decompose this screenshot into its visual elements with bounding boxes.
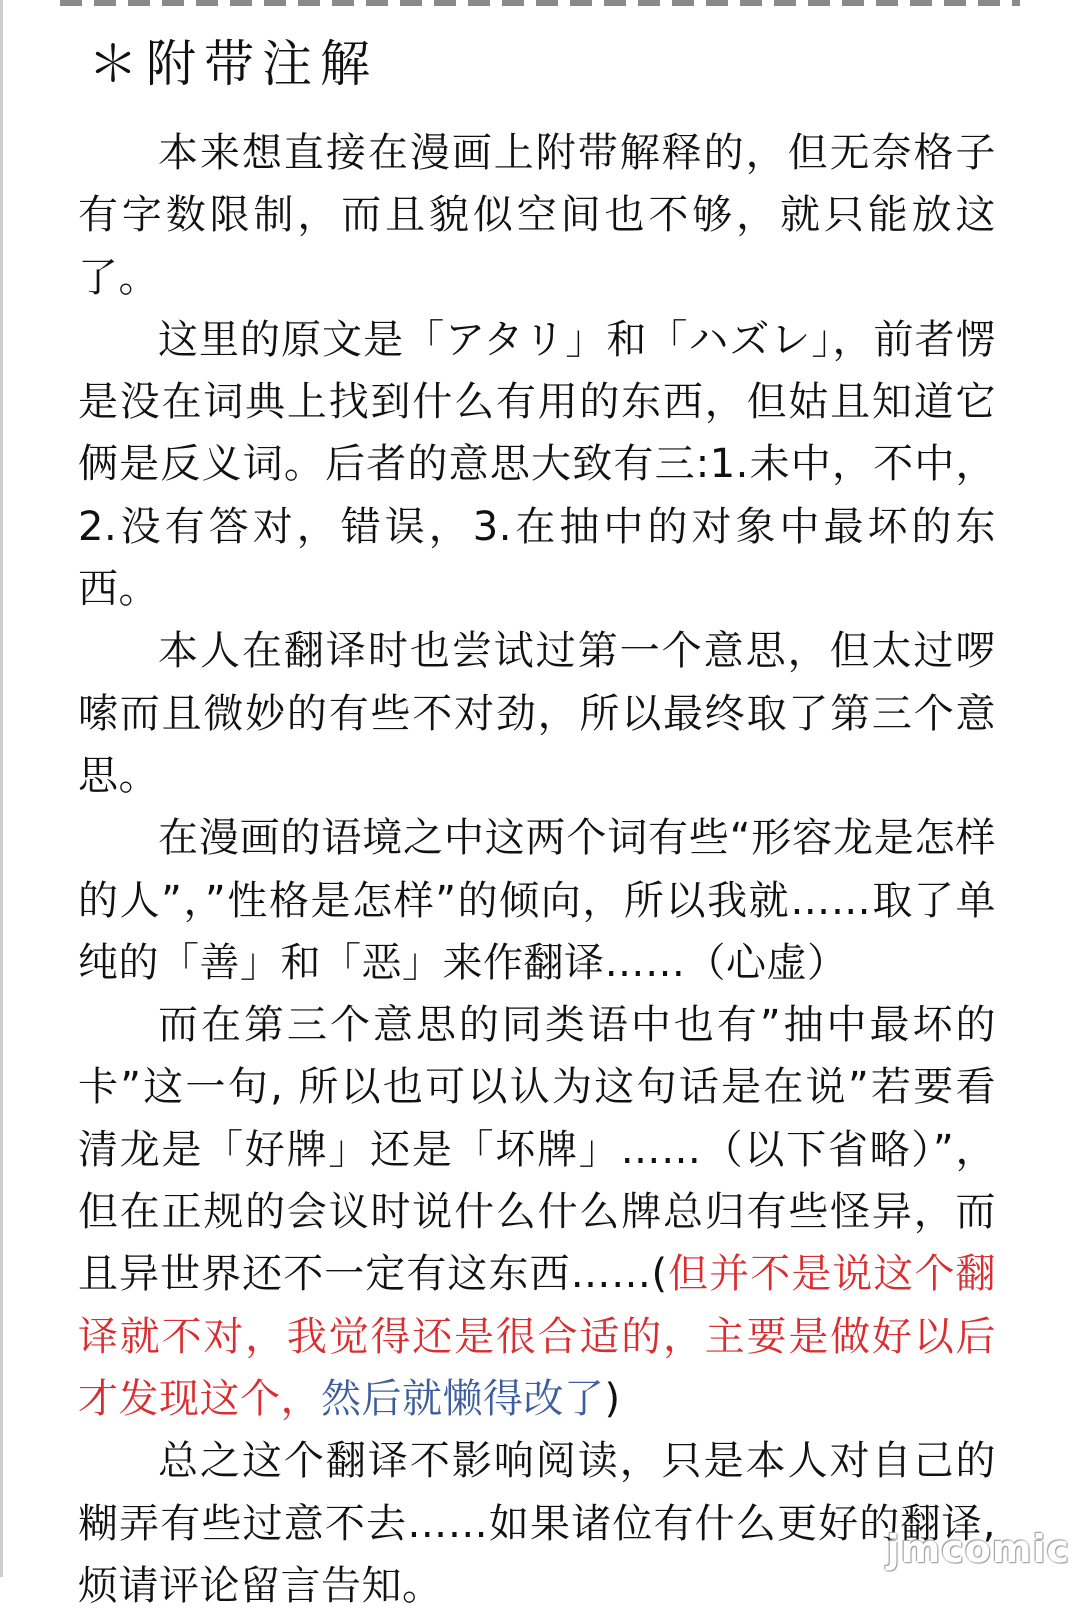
page-left-border <box>0 0 3 1577</box>
closing-paren: ) <box>604 1375 621 1422</box>
paragraph-2 <box>78 309 996 620</box>
site-watermark: jmcomic <box>886 1527 1070 1571</box>
paragraph-3 <box>78 620 996 807</box>
notes-body <box>78 122 996 1617</box>
paragraph-text: 在漫画的语境之中这两个词有些“形容龙是怎样的人”，”性格是怎样”的倾向，所以我就……取了单纯的「善」和「恶」来作翻译……（心虚） <box>78 815 996 986</box>
section-heading: ＊附带注解 <box>88 35 378 93</box>
paragraph-text: 本人在翻译时也尝试过第一个意思，但太过啰嗦而且微妙的有些不对劲，所以最终取了第三个意思。 <box>78 628 996 799</box>
paragraph-text: 总之这个翻译不影响阅读，只是本人对自己的糊弄有些过意不去……如果诸位有什么更好的翻译, 烦请评论留言告知。 <box>78 1438 996 1609</box>
paragraph-text: 本来想直接在漫画上附带解释的，但无奈格子有字数限制，而且貌似空间也不够，就只能放这了。 <box>78 130 996 301</box>
paragraph-4 <box>78 807 996 994</box>
paragraph-1 <box>78 122 996 309</box>
paragraph-text: 而在第三个意思的同类语中也有”抽中最坏的卡”这一句, 所以也可以认为这句话是在说”若要看清龙是「好牌」还是「坏牌」……（以下省略）”，但在正规的会议时说什么什么牌总归有些怪异，而且异世界还不一定有这东西……( <box>78 1002 996 1298</box>
blue-highlight-text: 然后就懒得改了 <box>321 1375 605 1422</box>
paragraph-5 <box>78 994 996 1430</box>
red-highlight-text: 但并不是说这个翻译就不对，我觉得还是很合适的，主要是做好以后才发现这个， <box>78 1251 996 1422</box>
cropped-text-line-top <box>60 0 1020 6</box>
paragraph-6 <box>78 1430 996 1617</box>
paragraph-text: 这里的原文是「アタリ」和「ハズレ」，前者愣是没在词典上找到什么有用的东西，但姑且知道它俩是反义词。后者的意思大致有三:1.未中，不中，2.没有答对，错误，3.在抽中的对象中最坏的东西。 <box>78 316 996 613</box>
